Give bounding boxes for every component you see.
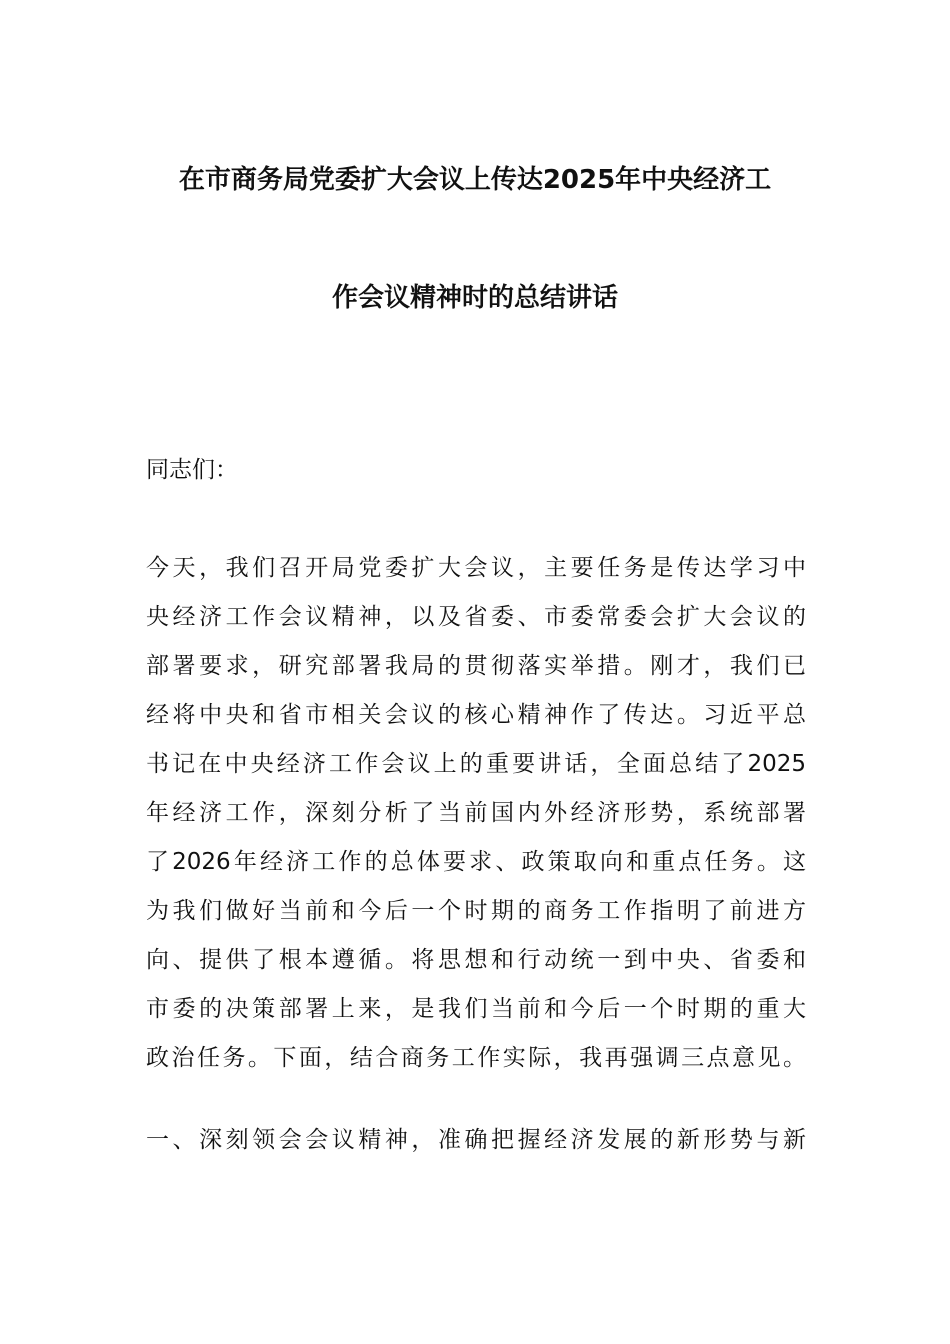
paragraph-line: 市委的决策部署上来，是我们当前和今后一个时期的重大: [146, 996, 806, 1022]
salutation: 同志们：: [146, 457, 238, 483]
document-title-line-1: 在市商务局党委扩大会议上传达2025年中央经济工: [178, 165, 772, 195]
paragraph-line: 了2026年经济工作的总体要求、政策取向和重点任务。这: [146, 849, 806, 875]
paragraph-line: 年经济工作，深刻分析了当前国内外经济形势，系统部署: [146, 800, 806, 826]
paragraph-line: 经将中央和省市相关会议的核心精神作了传达。习近平总: [146, 702, 806, 728]
paragraph-line: 今天，我们召开局党委扩大会议，主要任务是传达学习中: [146, 555, 806, 581]
section-1-heading: 一、深刻领会会议精神，准确把握经济发展的新形势与新: [146, 1127, 806, 1153]
paragraph-line: 政治任务。下面，结合商务工作实际，我再强调三点意见。: [146, 1045, 806, 1071]
paragraph-line: 部署要求，研究部署我局的贯彻落实举措。刚才，我们已: [146, 653, 806, 679]
paragraph-line: 央经济工作会议精神，以及省委、市委常委会扩大会议的: [146, 604, 806, 630]
paragraph-line: 向、提供了根本遵循。将思想和行动统一到中央、省委和: [146, 947, 806, 973]
document-title-line-2: 作会议精神时的总结讲话: [331, 283, 618, 313]
paragraph-line: 为我们做好当前和今后一个时期的商务工作指明了前进方: [146, 898, 806, 924]
paragraph-line: 书记在中央经济工作会议上的重要讲话，全面总结了2025: [146, 751, 806, 777]
